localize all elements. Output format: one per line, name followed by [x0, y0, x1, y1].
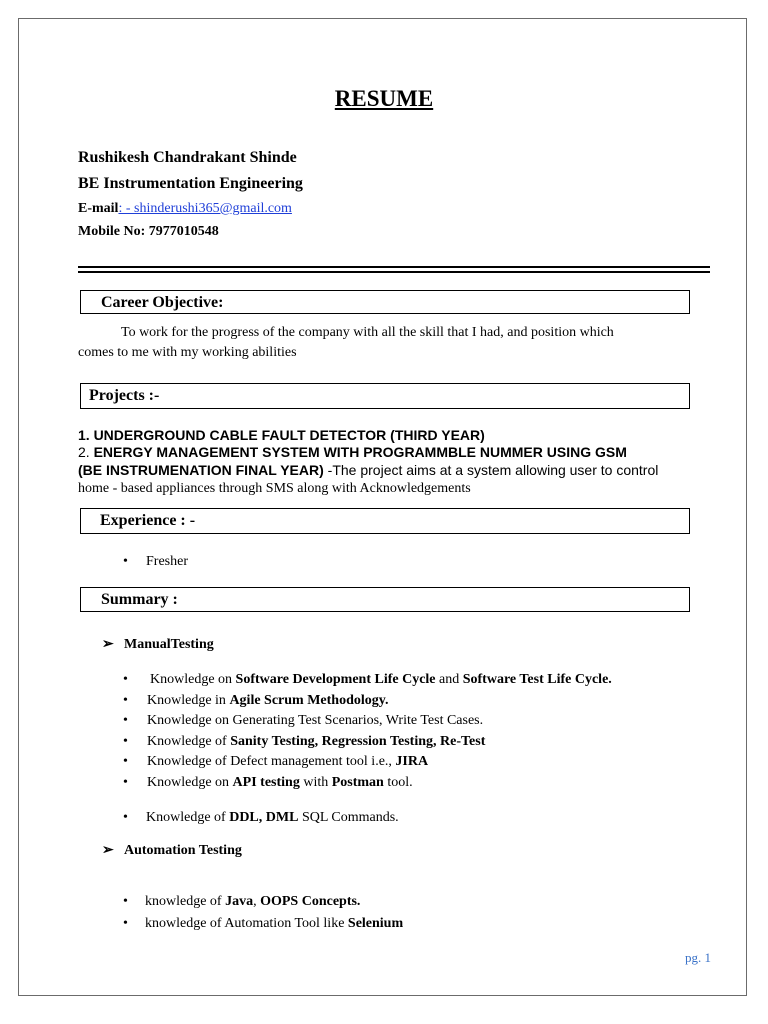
experience-heading: Experience : -: [100, 512, 196, 529]
career-objective-text: To work for the progress of the company with all the skill that I had, and position which comes to me with my working abilities: [78, 325, 614, 360]
candidate-name: Rushikesh Chandrakant Shinde: [78, 149, 297, 166]
email-link[interactable]: : - shinderushi365@gmail.com: [118, 201, 292, 216]
email-line: [78, 201, 292, 217]
projects-heading: Projects :-: [89, 387, 160, 404]
list-item: • Knowledge of Defect management tool i.e., JIRA: [123, 754, 429, 769]
experience-box: [80, 508, 690, 534]
list-item: • Knowledge of Sanity Testing, Regression Testing, Re-Test: [123, 734, 486, 749]
automation-testing-heading: ➢ Automation Testing: [102, 843, 242, 858]
email-label: E-mail: [78, 201, 119, 216]
mobile-number: Mobile No: 7977010548: [78, 224, 219, 239]
list-item: • Knowledge of DDL, DML SQL Commands.: [123, 810, 399, 825]
career-objective-heading: Career Objective:: [101, 294, 224, 311]
divider-line-1: [78, 266, 710, 268]
manual-testing-heading: ➢ ManualTesting: [102, 637, 214, 652]
projects-box: [80, 383, 690, 409]
summary-box: [80, 587, 690, 612]
divider-line-2: [78, 271, 710, 273]
list-item: • knowledge of Java, OOPS Concepts.: [123, 894, 361, 909]
project-1: 1. UNDERGROUND CABLE FAULT DETECTOR (THIRD YEAR): [78, 427, 485, 443]
project-2-desc: (BE INSTRUMENATION FINAL YEAR) -The project aims at a system allowing user to control: [78, 462, 659, 478]
list-item: • Knowledge on Software Development Life Cycle and Software Test Life Cycle.: [123, 672, 612, 687]
projects-list: [78, 427, 708, 497]
summary-heading: Summary :: [101, 591, 178, 608]
list-item: • Knowledge in Agile Scrum Methodology.: [123, 693, 389, 708]
resume-title: RESUME: [334, 86, 434, 111]
arrow-bullet-icon: ➢: [102, 843, 114, 858]
list-item: • knowledge of Automation Tool like Selenium: [123, 916, 404, 931]
list-item: • Fresher: [123, 554, 188, 569]
list-item: • Knowledge on API testing with Postman tool.: [123, 775, 413, 790]
arrow-bullet-icon: ➢: [102, 637, 114, 652]
project-2: 2. ENERGY MANAGEMENT SYSTEM WITH PROGRAMMBLE NUMMER USING GSM: [78, 444, 627, 460]
project-2-desc-2: home - based appliances through SMS along with Acknowledgements: [78, 481, 471, 496]
list-item: • Knowledge on Generating Test Scenarios, Write Test Cases.: [123, 713, 484, 728]
candidate-degree: BE Instrumentation Engineering: [78, 175, 303, 192]
career-objective-box: [80, 290, 690, 314]
page-number: pg. 1: [685, 950, 711, 965]
